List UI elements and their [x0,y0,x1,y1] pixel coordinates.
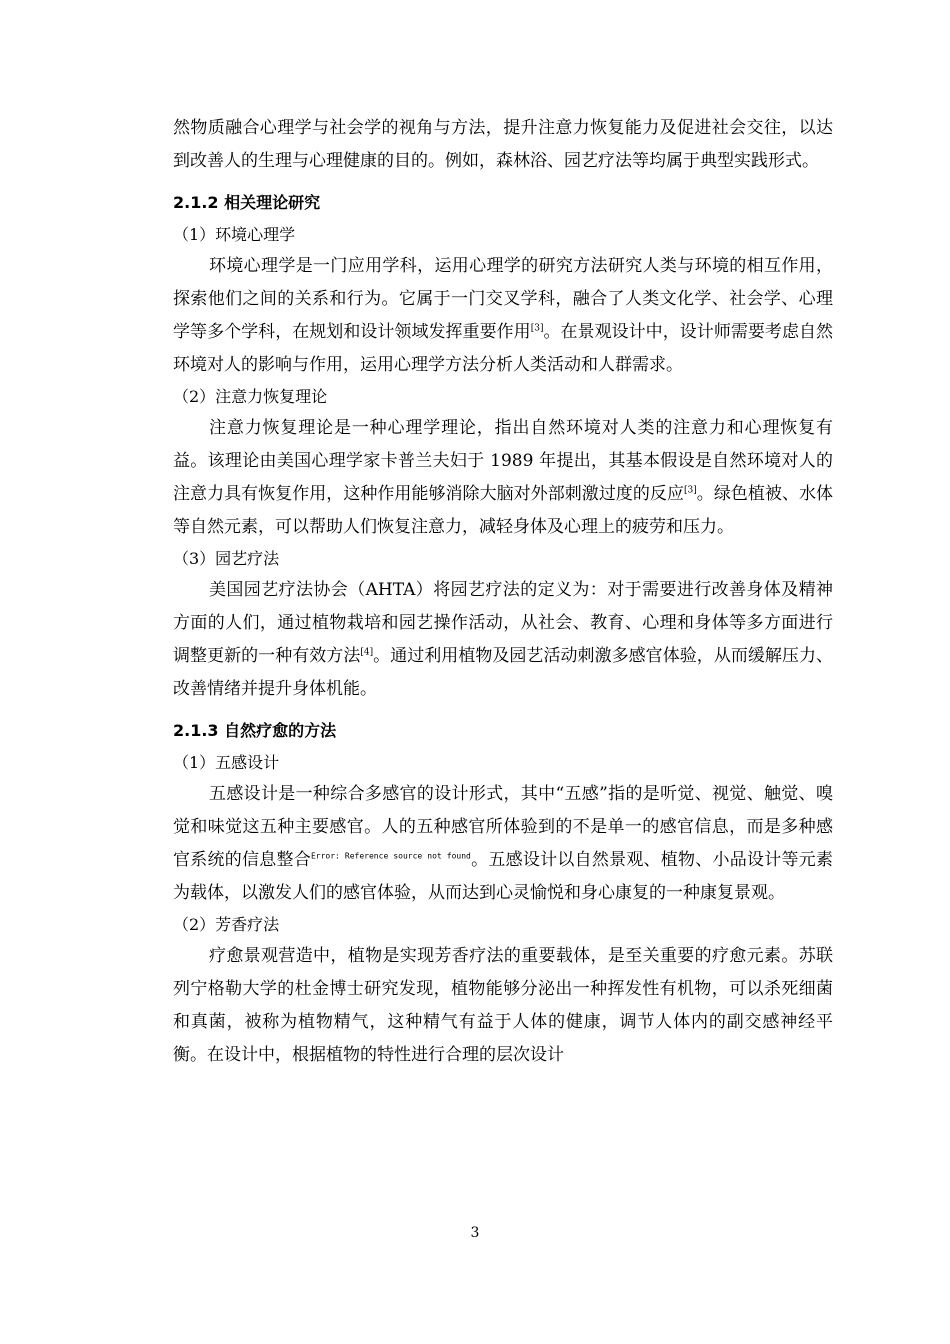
citation-ref: [3] [684,485,697,496]
text-segment: 美国园艺疗法协会（AHTA）将园艺疗法的定义为：对于需要进行改善身体及精神方面的人们，通过植物栽培和园艺操作活动，从社会、教育、心理和身体等多方面进行调整更新的一种有效方法 [173,580,833,666]
text-segment: 。通过利用植物及园艺活动刺激多感官体验，从而缓解压力、改善情绪并提升身体机能。 [173,646,834,699]
subheading-attention: （2）注意力恢复理论 [173,387,328,406]
paragraph-horticulture [173,574,833,706]
text-segment: 注意力恢复理论是一种心理学理论，指出自然环境对人类的注意力和心理恢复有益。该理论由美国心理学家卡普兰夫妇于 1989 年提出，其基本假设是自然环境对人的注意力具有恢复作用，这种作用能够消除大脑对外部刺激过度的反应 [173,418,833,504]
page-number: 3 [470,1225,480,1241]
text-segment: 。绿色植被、水体等自然元素，可以帮助人们恢复注意力，减轻身体及心理上的疲劳和压力。 [173,484,834,537]
intro-paragraph: 然物质融合心理学与社会学的视角与方法，提升注意力恢复能力及促进社会交往，以达到改善人的生理与心理健康的目的。例如，森林浴、园艺疗法等均属于典型实践形式。 [173,118,833,171]
section-heading-2-1-3: 2.1.3 自然疗愈的方法 [173,721,337,740]
page-content [173,112,833,1072]
text-segment: 五感设计是一种综合多感官的设计形式，其中“五感”指的是听觉、视觉、触觉、嗅觉和味觉这五种主要感官。人的五种感官所体验到的不是单一的感官信息，而是多种感官系统的信息整合 [173,784,833,870]
text-segment: 环境心理学是一门应用学科，运用心理学的研究方法研究人类与环境的相互作用，探索他们之间的关系和行为。它属于一门交叉学科，融合了人类文化学、社会学、心理学等多个学科，在规划和设计领域发挥重要作用 [173,256,833,342]
citation-error: Error: Reference source not found [310,851,471,861]
subheading-five-senses: （1）五感设计 [173,753,280,772]
citation-ref: [4] [360,647,374,658]
paragraph-env-psych [173,250,833,382]
subheading-env-psych: （1）环境心理学 [173,225,296,244]
subheading-aroma: （2）芳香疗法 [173,915,280,934]
section-heading-2-1-2: 2.1.2 相关理论研究 [173,193,321,212]
paragraph-five-senses [173,778,833,910]
paragraph-attention [173,412,833,544]
subheading-horticulture: （3）园艺疗法 [173,549,280,568]
text-segment: 。在景观设计中，设计师需要考虑自然环境对人的影响与作用，运用心理学方法分析人类活动和人群需求。 [173,322,834,375]
paragraph-aroma: 疗愈景观营造中，植物是实现芳香疗法的重要载体，是至关重要的疗愈元素。苏联列宁格勒大学的杜金博士研究发现，植物能够分泌出一种挥发性有机物，可以杀死细菌和真菌，被称为植物精气，这种精气有益于人体的健康，调节人体内的副交感神经平衡。在设计中，根据植物的特性进行合理的层次设计 [173,946,833,1065]
text-segment: 。五感设计以自然景观、植物、小品设计等元素为载体，以激发人们的感官体验，从而达到心灵愉悦和身心康复的一种康复景观。 [173,850,833,903]
citation-ref: [3] [530,323,544,334]
